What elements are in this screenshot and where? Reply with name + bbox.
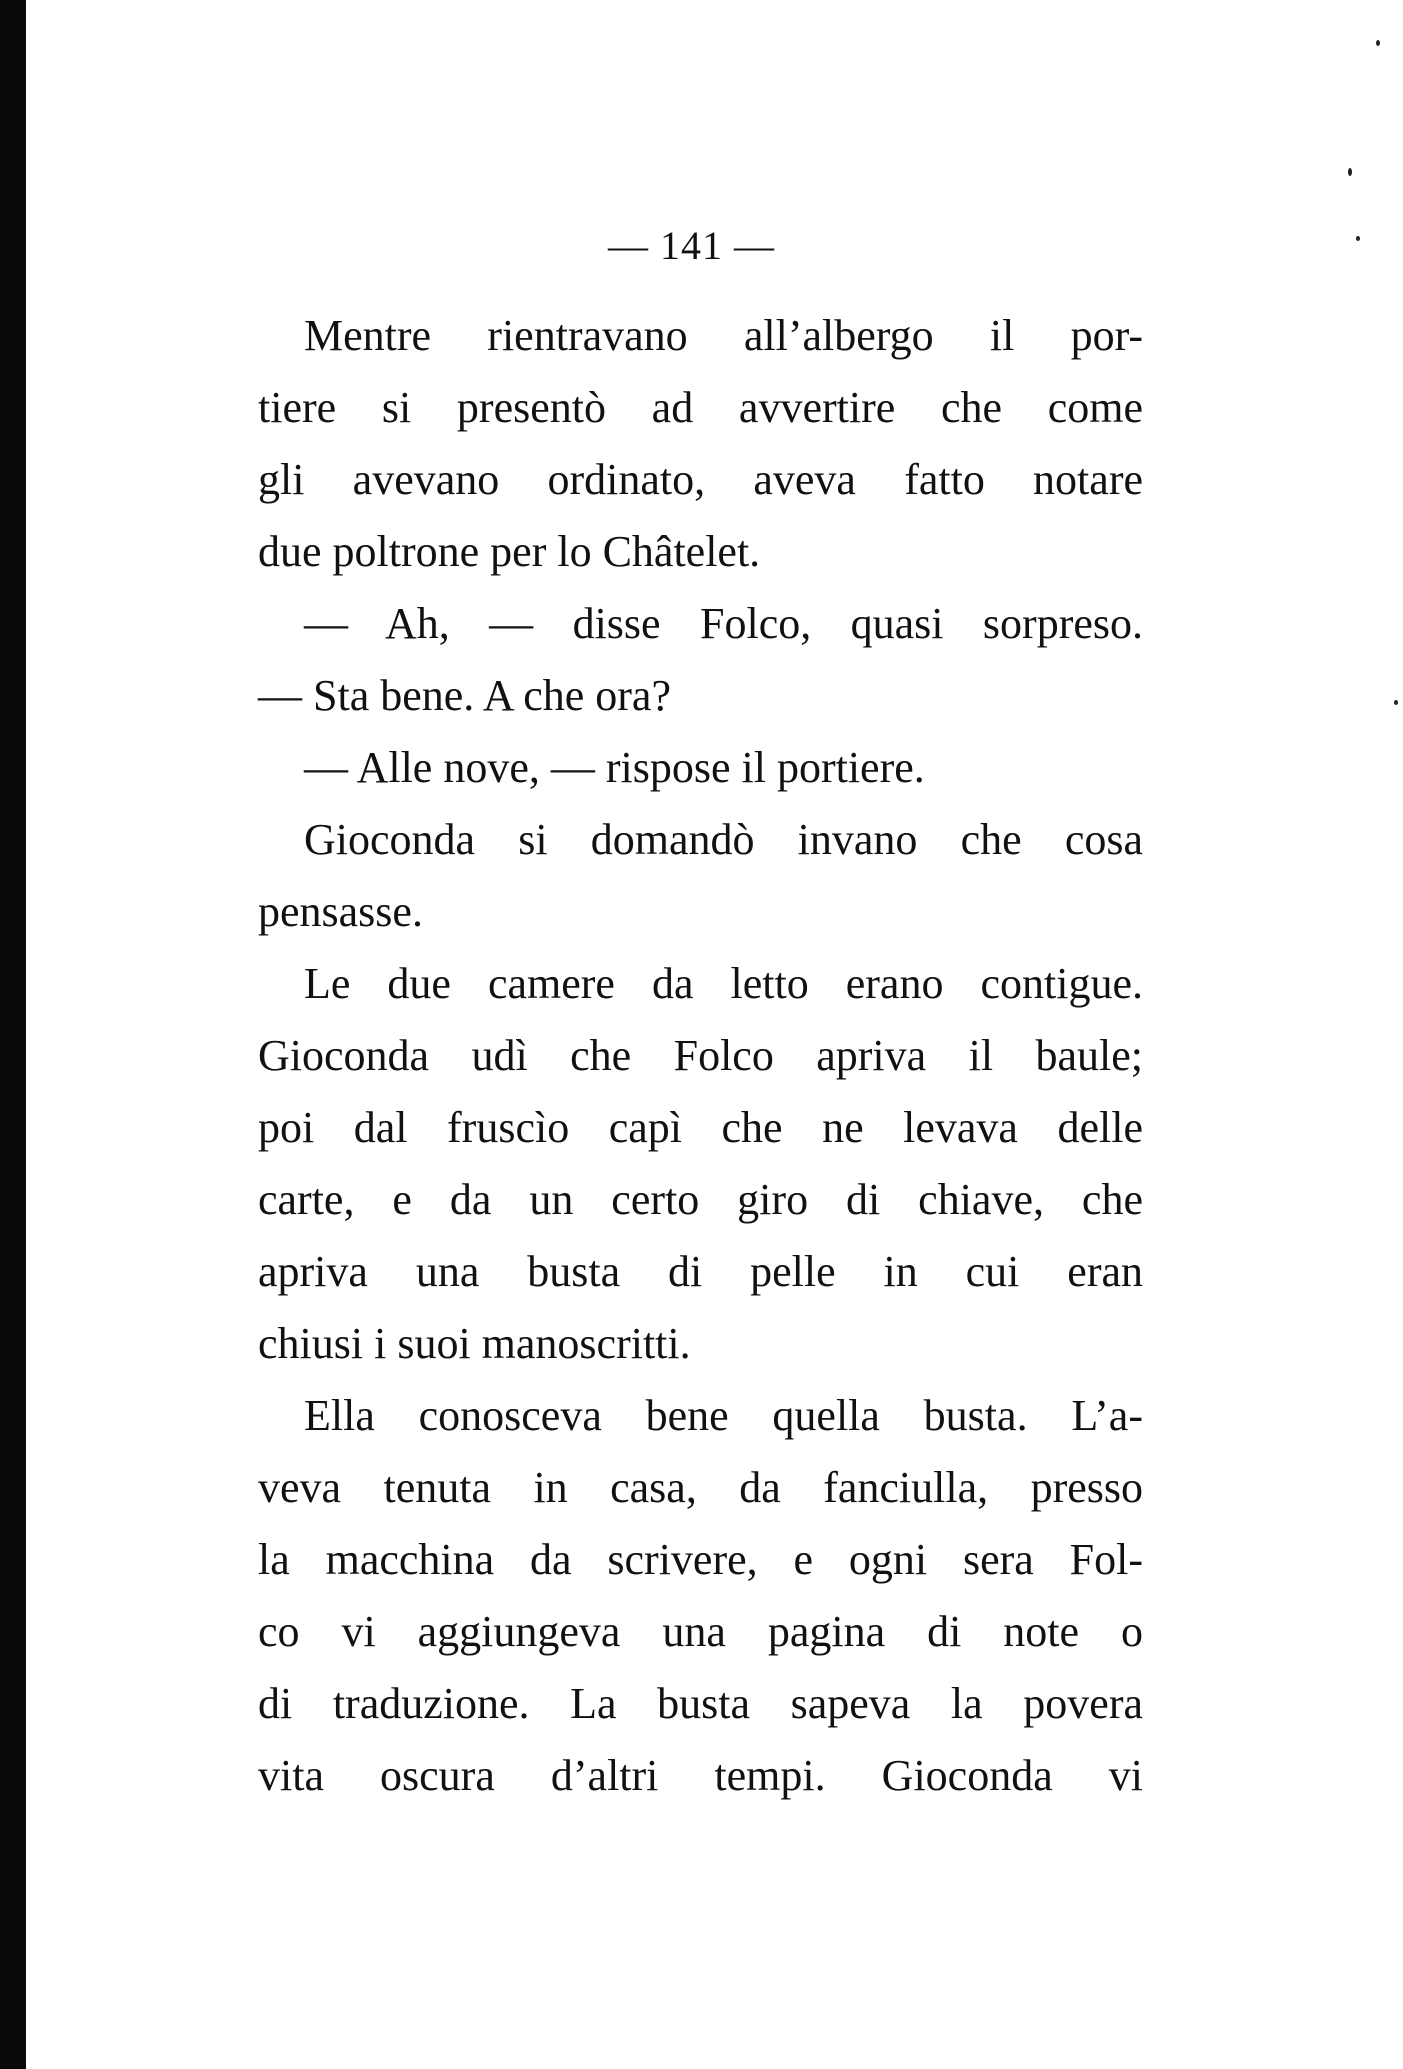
book-spine-edge: [0, 0, 26, 2069]
text-line: veva tenuta in casa, da fanciulla, presso: [258, 1463, 1143, 1512]
text-line: poi dal fruscìo capì che ne levava delle: [258, 1103, 1143, 1152]
text-line: apriva una busta di pelle in cui eran: [258, 1247, 1143, 1296]
text-line: — Sta bene. A che ora?: [258, 671, 671, 720]
text-line: carte, e da un certo giro di chiave, che: [258, 1175, 1143, 1224]
text-line: chiusi i suoi manoscritti.: [258, 1319, 691, 1368]
text-line: Gioconda si domandò invano che cosa: [304, 815, 1143, 864]
text-line: Le due camere da letto erano contigue.: [304, 959, 1143, 1008]
text-line: due poltrone per lo Châtelet.: [258, 527, 761, 576]
text-line: la macchina da scrivere, e ogni sera Fol-: [258, 1535, 1143, 1584]
scan-speck: [1394, 700, 1398, 705]
text-line: pensasse.: [258, 887, 423, 936]
body-text: [258, 300, 1143, 1812]
text-line: gli avevano ordinato, aveva fatto notare: [258, 455, 1143, 504]
scan-speck: [1348, 168, 1352, 176]
text-line: — Ah, — disse Folco, quasi sorpreso.: [304, 599, 1143, 648]
text-line: tiere si presentò ad avvertire che come: [258, 383, 1143, 432]
text-line: vita oscura d’altri tempi. Gioconda vi: [258, 1751, 1143, 1800]
text-line: Gioconda udì che Folco apriva il baule;: [258, 1031, 1143, 1080]
text-line: Mentre rientravano all’albergo il por-: [304, 311, 1143, 360]
page-number: — 141 —: [608, 223, 775, 268]
scan-speck: [1376, 40, 1380, 46]
text-line: — Alle nove, — rispose il portiere.: [304, 743, 925, 792]
text-line: co vi aggiungeva una pagina di note o: [258, 1607, 1143, 1656]
text-line: di traduzione. La busta sapeva la povera: [258, 1679, 1143, 1728]
text-line: Ella conosceva bene quella busta. L’a-: [304, 1391, 1143, 1440]
